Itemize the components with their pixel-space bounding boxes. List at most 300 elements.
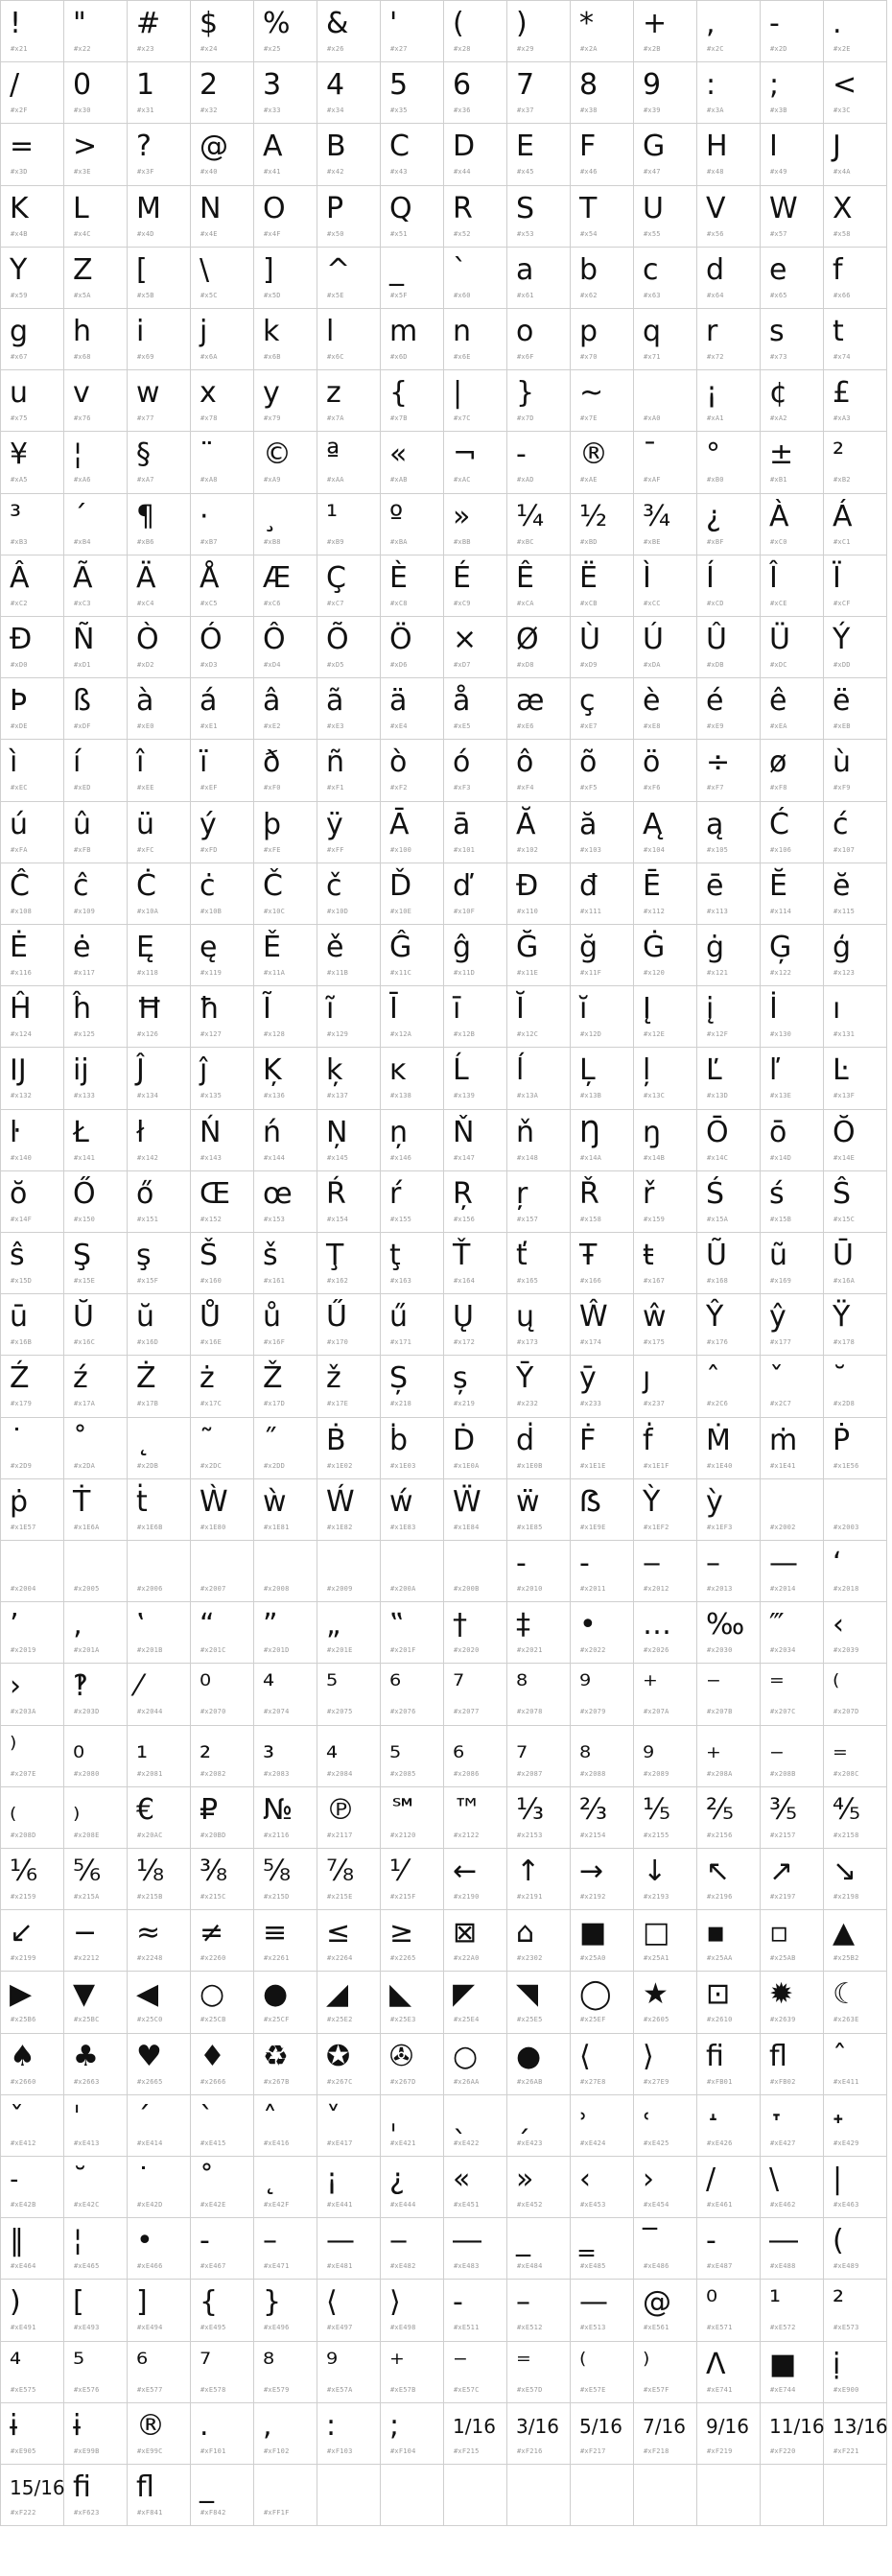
glyph-sample: Ā (389, 808, 410, 841)
glyph-codepoint: #x1E81 (264, 1524, 290, 1531)
glyph-cell (63, 1109, 127, 1170)
glyph-sample: Ţ (326, 1239, 344, 1272)
glyph-codepoint: #x2212 (74, 1954, 100, 1962)
glyph-sample: í (73, 745, 82, 779)
glyph-codepoint: #x20BD (200, 1832, 226, 1839)
glyph-sample: s (769, 315, 785, 348)
glyph-codepoint: #xC2 (11, 600, 28, 607)
glyph-codepoint: #x2087 (517, 1770, 543, 1778)
glyph-sample: ˘ (833, 1361, 847, 1395)
glyph-sample: ² (833, 2285, 845, 2319)
glyph-sample: ũ (769, 1239, 788, 1272)
glyph-cell (127, 863, 190, 924)
glyph-codepoint: #xE2 (264, 722, 281, 730)
glyph-sample: õ (579, 745, 598, 779)
glyph-cell (190, 123, 253, 184)
glyph-cell (570, 0, 633, 61)
glyph-sample: w (136, 376, 160, 410)
glyph-cell (127, 1109, 190, 1170)
glyph-codepoint: #x27E9 (644, 2078, 669, 2086)
glyph-codepoint: #x12E (644, 1030, 666, 1038)
glyph-cell (760, 123, 823, 184)
glyph-codepoint: #x118 (137, 969, 159, 977)
glyph-codepoint: #xBC (517, 538, 534, 546)
glyph-cell (253, 2402, 317, 2464)
glyph-cell (317, 2094, 380, 2156)
glyph-codepoint: #x133 (74, 1092, 96, 1099)
glyph-sample: ₇ (516, 1732, 528, 1765)
glyph-codepoint: #x46 (580, 168, 598, 176)
glyph-cell (317, 61, 380, 123)
glyph-codepoint: #x135 (200, 1092, 223, 1099)
glyph-sample: ⅚ (73, 1855, 102, 1888)
glyph-cell (63, 2033, 127, 2094)
glyph-cell (633, 1478, 696, 1540)
glyph-sample: Đ (516, 869, 539, 903)
glyph-codepoint: #xE488 (770, 2262, 796, 2270)
glyph-sample: ŕ (389, 1177, 402, 1211)
glyph-sample: ⅓ (516, 1793, 545, 1827)
glyph-cell (253, 1848, 317, 1909)
glyph-codepoint: #x162 (327, 1277, 349, 1285)
glyph-sample: ₎ (73, 1793, 81, 1827)
glyph-cell (823, 801, 886, 863)
glyph-codepoint: #x215E (327, 1893, 353, 1901)
glyph-codepoint: #xBE (644, 538, 661, 546)
glyph-codepoint: #xE453 (580, 2201, 606, 2209)
glyph-sample: ⅔ (579, 1793, 608, 1827)
glyph-cell (317, 2156, 380, 2217)
glyph-sample: ī (453, 992, 461, 1026)
grid-column-divider (886, 0, 887, 2525)
glyph-sample: ' (389, 7, 398, 40)
glyph-cell (443, 677, 506, 739)
glyph-codepoint: #x13F (833, 1092, 856, 1099)
glyph-sample: Ů (200, 1300, 221, 1334)
glyph-sample: . (833, 7, 842, 40)
glyph-sample: Ľ (706, 1053, 722, 1087)
glyph-codepoint: #xF102 (264, 2447, 290, 2455)
glyph-sample: g (10, 315, 29, 348)
glyph-sample: 2 (200, 68, 219, 102)
glyph-sample: 7/16 (643, 2415, 686, 2438)
glyph-cell (190, 1478, 253, 1540)
glyph-sample: Ḟ (579, 1424, 597, 1457)
glyph-codepoint: #xE489 (833, 2262, 859, 2270)
glyph-sample: ľ (769, 1053, 781, 1087)
glyph-sample: Ĺ (453, 1053, 469, 1087)
glyph-sample: Ḋ (453, 1424, 476, 1457)
glyph-codepoint: #x2154 (580, 1832, 606, 1839)
glyph-cell (633, 0, 696, 61)
glyph-sample: Ų (453, 1300, 474, 1334)
glyph-cell (760, 1355, 823, 1416)
glyph-sample: } (263, 2285, 282, 2319)
glyph-sample: fl (769, 2040, 787, 2073)
glyph-cell (0, 2156, 63, 2217)
glyph-cell (253, 493, 317, 555)
glyph-sample: a (516, 253, 534, 287)
glyph-codepoint: #xE577 (137, 2386, 163, 2394)
glyph-cell (0, 2402, 63, 2464)
glyph-cell (506, 2217, 570, 2279)
glyph-codepoint: #xF0 (264, 784, 281, 792)
glyph-sample: ● (516, 2040, 542, 2073)
glyph-codepoint: #x2190 (454, 1893, 480, 1901)
glyph-cell (633, 1725, 696, 1786)
glyph-sample: D (453, 130, 476, 163)
glyph-codepoint: #xD5 (327, 661, 344, 669)
glyph-codepoint: #x72 (707, 353, 724, 361)
glyph-sample: : (706, 68, 716, 102)
glyph-cell (380, 2156, 443, 2217)
glyph-sample: ļ (643, 1053, 651, 1087)
glyph-sample: ˒ (579, 2101, 589, 2135)
glyph-cell (760, 1293, 823, 1355)
glyph-codepoint: #xE429 (833, 2139, 859, 2147)
glyph-codepoint: #x101 (454, 846, 476, 854)
glyph-codepoint: #x2008 (264, 1585, 290, 1593)
glyph-codepoint: #xCA (517, 600, 534, 607)
glyph-codepoint: #x2030 (707, 1646, 733, 1654)
glyph-cell (633, 985, 696, 1047)
glyph-cell (443, 2341, 506, 2402)
glyph-codepoint: #x219 (454, 1400, 476, 1407)
glyph-sample: ¥ (10, 437, 29, 471)
glyph-sample: ÿ (326, 808, 343, 841)
glyph-codepoint: #x60 (454, 292, 471, 299)
glyph-cell (570, 924, 633, 985)
glyph-sample: , (706, 7, 716, 40)
glyph-codepoint: #x2021 (517, 1646, 543, 1654)
glyph-codepoint: #x1E1F (644, 1462, 669, 1470)
glyph-codepoint: #xE424 (580, 2139, 606, 2147)
glyph-sample: ẞ (579, 1485, 602, 1519)
glyph-cell (443, 2217, 506, 2279)
glyph-cell (633, 1109, 696, 1170)
glyph-cell (696, 924, 760, 985)
glyph-cell (633, 2402, 696, 2464)
glyph-sample: p (579, 315, 599, 348)
glyph-cell (760, 863, 823, 924)
glyph-cell (317, 1786, 380, 1848)
glyph-cell (570, 1293, 633, 1355)
glyph-cell (443, 308, 506, 369)
glyph-cell (0, 1971, 63, 2032)
glyph-sample: Ṁ (706, 1424, 731, 1457)
glyph-codepoint: #x63 (644, 292, 661, 299)
glyph-sample: @ (643, 2285, 671, 2319)
glyph-codepoint: #x108 (11, 908, 33, 915)
glyph-sample: I (769, 130, 778, 163)
glyph-codepoint: #x2081 (137, 1770, 163, 1778)
glyph-codepoint: #x2089 (644, 1770, 669, 1778)
glyph-sample: 4 (326, 68, 345, 102)
glyph-sample: ₂ (200, 1732, 212, 1765)
glyph-codepoint: #x30 (74, 106, 91, 114)
glyph-sample: ŀ (10, 1116, 20, 1149)
glyph-codepoint: #x34 (327, 106, 344, 114)
glyph-codepoint: #xB0 (707, 476, 724, 484)
glyph-codepoint: #xC6 (264, 600, 281, 607)
glyph-codepoint: #xF218 (644, 2447, 669, 2455)
glyph-cell (760, 1663, 823, 1724)
glyph-cell (760, 2217, 823, 2279)
glyph-codepoint: #x40 (200, 168, 218, 176)
glyph-sample: ĳ (73, 1053, 89, 1087)
glyph-sample: Ó (200, 623, 223, 656)
glyph-sample: ◯ (579, 1977, 612, 2011)
glyph-cell (63, 1355, 127, 1416)
glyph-codepoint: #x2193 (644, 1893, 669, 1901)
glyph-cell (570, 61, 633, 123)
glyph-cell (63, 61, 127, 123)
glyph-codepoint: #x3F (137, 168, 154, 176)
glyph-codepoint: #x167 (644, 1277, 666, 1285)
glyph-sample: ◢ (326, 1977, 349, 2011)
glyph-codepoint: #x104 (644, 846, 666, 854)
glyph-sample: ò (389, 745, 408, 779)
glyph-codepoint: #x2080 (74, 1770, 100, 1778)
glyph-codepoint: #x42 (327, 168, 344, 176)
glyph-sample: ȷ (643, 1361, 651, 1395)
glyph-cell (633, 677, 696, 739)
glyph-codepoint: #x15B (770, 1216, 792, 1223)
glyph-sample: Ř (579, 1177, 599, 1211)
glyph-codepoint: #x59 (11, 292, 28, 299)
glyph-codepoint: #x75 (11, 414, 28, 422)
glyph-cell (696, 1540, 760, 1601)
glyph-cell (380, 185, 443, 247)
glyph-codepoint: #x200B (454, 1585, 480, 1593)
glyph-sample: ˋ (200, 2101, 214, 2135)
glyph-codepoint: #x147 (454, 1154, 476, 1162)
glyph-codepoint: #x12C (517, 1030, 539, 1038)
glyph-cell (696, 2033, 760, 2094)
glyph-cell (633, 61, 696, 123)
glyph-codepoint: #x2077 (454, 1708, 480, 1715)
glyph-codepoint: #x7B (390, 414, 408, 422)
glyph-cell (696, 61, 760, 123)
glyph-codepoint: #xCD (707, 600, 724, 607)
glyph-sample: Ĵ (136, 1053, 145, 1087)
glyph-cell (760, 1417, 823, 1478)
glyph-codepoint: #xE57D (517, 2386, 543, 2394)
glyph-cell (633, 2156, 696, 2217)
glyph-codepoint: #xE483 (454, 2262, 480, 2270)
glyph-codepoint: #x12B (454, 1030, 476, 1038)
glyph-codepoint: #xE578 (200, 2386, 226, 2394)
glyph-sample: ě (326, 931, 344, 964)
glyph-codepoint: #x17C (200, 1400, 223, 1407)
glyph-cell (570, 2217, 633, 2279)
glyph-sample: ö (643, 745, 661, 779)
glyph-sample: U (643, 192, 664, 225)
glyph-cell (253, 61, 317, 123)
glyph-cell (253, 2341, 317, 2402)
glyph-sample: î (136, 745, 145, 779)
glyph-codepoint: #x208B (770, 1770, 796, 1778)
glyph-codepoint: #x120 (644, 969, 666, 977)
glyph-sample: Ç (326, 561, 346, 595)
glyph-cell (127, 1663, 190, 1724)
glyph-cell (127, 1909, 190, 1971)
glyph-sample: Ṗ (833, 1424, 851, 1457)
glyph-cell (696, 1417, 760, 1478)
glyph-sample: Č (263, 869, 283, 903)
glyph-sample: · (200, 500, 209, 533)
glyph-cell (823, 924, 886, 985)
glyph-sample: Ĩ (263, 992, 271, 1026)
glyph-codepoint: #x1E84 (454, 1524, 480, 1531)
glyph-codepoint: #xE444 (390, 2201, 416, 2209)
glyph-cell (506, 1355, 570, 1416)
glyph-cell (823, 1478, 886, 1540)
glyph-sample: k (263, 315, 280, 348)
glyph-codepoint: #x2005 (74, 1585, 100, 1593)
glyph-cell (380, 1232, 443, 1293)
glyph-cell (696, 0, 760, 61)
glyph-codepoint: #xE57E (580, 2386, 606, 2394)
glyph-sample: 7 (516, 68, 535, 102)
glyph-sample: ș (453, 1361, 468, 1395)
glyph-cell (190, 863, 253, 924)
glyph-codepoint: #x7D (517, 414, 534, 422)
glyph-codepoint: #xE463 (833, 2201, 859, 2209)
glyph-codepoint: #xE497 (327, 2324, 353, 2331)
glyph-sample: № (263, 1793, 293, 1827)
glyph-codepoint: #xCE (770, 600, 787, 607)
glyph-codepoint: #x3B (770, 106, 787, 114)
glyph-cell (190, 431, 253, 492)
glyph-sample: ˇ (769, 1361, 784, 1395)
glyph-sample: ■ (769, 2348, 797, 2381)
glyph-sample: ◣ (389, 1977, 412, 2011)
glyph-codepoint: #x131 (833, 1030, 856, 1038)
glyph-codepoint: #x26AA (454, 2078, 480, 2086)
glyph-codepoint: #xDD (833, 661, 851, 669)
glyph-codepoint: #x2007 (200, 1585, 226, 1593)
glyph-sample: ◤ (453, 1977, 476, 2011)
glyph-sample: Í (706, 561, 715, 595)
glyph-cell (696, 1971, 760, 2032)
glyph-sample: J (833, 130, 841, 163)
glyph-cell (823, 431, 886, 492)
glyph-cell (190, 1355, 253, 1416)
glyph-codepoint: #xFB (74, 846, 91, 854)
glyph-sample: Ẁ (200, 1485, 228, 1519)
glyph-cell (570, 1786, 633, 1848)
glyph-cell (127, 677, 190, 739)
glyph-cell (380, 369, 443, 431)
glyph-cell (823, 0, 886, 61)
glyph-cell (570, 2402, 633, 2464)
glyph-cell (0, 123, 63, 184)
glyph-codepoint: #x215B (137, 1893, 163, 1901)
glyph-codepoint: #x2610 (707, 2016, 733, 2023)
glyph-sample: R (453, 192, 473, 225)
glyph-cell (696, 2217, 760, 2279)
glyph-sample: ¹ (769, 2285, 782, 2319)
glyph-sample: Q (389, 192, 412, 225)
glyph-cell (506, 616, 570, 677)
glyph-sample: | (453, 376, 463, 410)
glyph-codepoint: #x263E (833, 2016, 859, 2023)
glyph-codepoint: #x4B (11, 230, 28, 238)
glyph-cell (570, 555, 633, 616)
glyph-cell (696, 1848, 760, 1909)
glyph-cell (380, 801, 443, 863)
glyph-sample: n (453, 315, 472, 348)
glyph-sample: ġ (706, 931, 725, 964)
glyph-cell (633, 555, 696, 616)
glyph-sample: ] (136, 2285, 148, 2319)
glyph-cell (127, 0, 190, 61)
glyph-codepoint: #x62 (580, 292, 598, 299)
glyph-cell (317, 369, 380, 431)
glyph-codepoint: #xBA (390, 538, 408, 546)
glyph-codepoint: #xE482 (390, 2262, 416, 2270)
glyph-cell (443, 1909, 506, 1971)
glyph-cell (760, 1848, 823, 1909)
glyph-cell (127, 1047, 190, 1108)
glyph-cell (823, 1047, 886, 1108)
glyph-codepoint: #x6A (200, 353, 218, 361)
glyph-codepoint: #x70 (580, 353, 598, 361)
glyph-codepoint: #xCF (833, 600, 851, 607)
glyph-cell (760, 369, 823, 431)
glyph-cell (570, 1971, 633, 2032)
glyph-cell (823, 2156, 886, 2217)
glyph-codepoint: #x233 (580, 1400, 602, 1407)
glyph-codepoint: #x1E41 (770, 1462, 796, 1470)
glyph-sample: ‾ (643, 2224, 657, 2257)
glyph-cell (317, 1478, 380, 1540)
glyph-cell (253, 2279, 317, 2340)
glyph-cell (127, 431, 190, 492)
glyph-codepoint: #x1E9E (580, 1524, 606, 1531)
glyph-codepoint: #x207E (11, 1770, 36, 1778)
glyph-codepoint: #x125 (74, 1030, 96, 1038)
glyph-cell (696, 185, 760, 247)
glyph-codepoint: #x174 (580, 1338, 602, 1346)
glyph-codepoint: #xA2 (770, 414, 787, 422)
glyph-codepoint: #x141 (74, 1154, 96, 1162)
glyph-sample: 1 (136, 68, 155, 102)
glyph-cell (570, 1848, 633, 1909)
glyph-cell (443, 863, 506, 924)
glyph-codepoint: #xC8 (390, 600, 408, 607)
glyph-codepoint: #x153 (264, 1216, 286, 1223)
glyph-sample: } (516, 376, 535, 410)
glyph-sample: ≠ (200, 1916, 224, 1950)
glyph-sample: Ï (833, 561, 841, 595)
glyph-sample: ← (453, 1855, 478, 1888)
glyph-cell (0, 2033, 63, 2094)
glyph-cell (63, 2217, 127, 2279)
glyph-cell (760, 677, 823, 739)
glyph-cell (317, 555, 380, 616)
glyph-codepoint: #x201B (137, 1646, 163, 1654)
glyph-cell (506, 0, 570, 61)
glyph-cell (760, 2279, 823, 2340)
glyph-codepoint: #x3A (707, 106, 724, 114)
glyph-codepoint: #x173 (517, 1338, 539, 1346)
glyph-sample: ķ (326, 1053, 343, 1087)
glyph-codepoint: #xF9 (833, 784, 851, 792)
glyph-cell (633, 1971, 696, 2032)
glyph-sample: o (516, 315, 534, 348)
